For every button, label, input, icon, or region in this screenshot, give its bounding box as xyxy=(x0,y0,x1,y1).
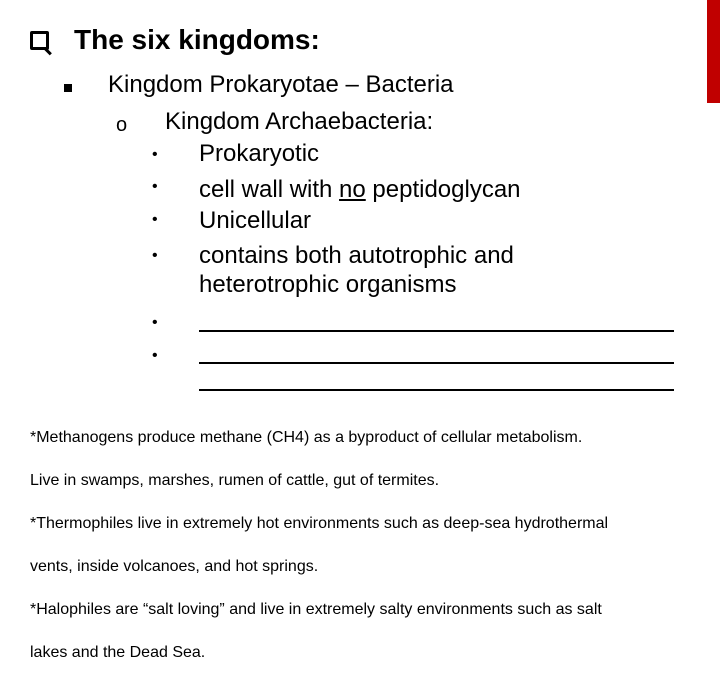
circle-bullet-icon: o xyxy=(116,114,128,136)
blank-line xyxy=(199,389,674,391)
note-line: Live in swamps, marshes, rumen of cattle, gut of termites. xyxy=(30,471,440,489)
level2-text: Kingdom Archaebacteria: xyxy=(165,108,434,135)
bullet-dot-icon: • xyxy=(152,211,158,228)
accent-bar xyxy=(707,0,720,103)
note-line: lakes and the Dead Sea. xyxy=(30,643,206,661)
bullet-dot-icon: • xyxy=(152,178,158,195)
note-line: vents, inside volcanoes, and hot springs. xyxy=(30,557,319,575)
item-cell-wall-underlined: no xyxy=(339,176,366,203)
item-cell-wall xyxy=(199,175,521,205)
notes-text xyxy=(30,405,690,685)
item-cell-wall-pre: cell wall with xyxy=(199,176,340,203)
item-unicellular: Unicellular xyxy=(199,207,312,234)
checkbox-square-icon xyxy=(30,31,49,50)
square-bullet-icon xyxy=(64,84,72,92)
item-cell-wall-post: peptidoglycan xyxy=(365,176,521,203)
note-line: *Thermophiles live in extremely hot environments such as deep-sea hydrothermal xyxy=(30,514,609,532)
note-line: *Halophiles are “salt loving” and live in extremely salty environments such as salt xyxy=(30,600,602,618)
bullet-dot-icon: • xyxy=(152,247,158,264)
bullet-dot-icon: • xyxy=(152,314,158,331)
blank-line xyxy=(199,330,674,332)
blank-line xyxy=(199,362,674,364)
item-prokaryotic: Prokaryotic xyxy=(199,140,320,167)
bullet-dot-icon: • xyxy=(152,146,158,163)
note-line: *Methanogens produce methane (CH4) as a byproduct of cellular metabolism. xyxy=(30,428,583,446)
slide-title: The six kingdoms: xyxy=(74,24,320,55)
item-nutrition-line2: heterotrophic organisms xyxy=(199,271,457,298)
item-nutrition-line1: contains both autotrophic and xyxy=(199,242,514,269)
level1-text: Kingdom Prokaryotae – Bacteria xyxy=(108,71,454,98)
bullet-dot-icon: • xyxy=(152,347,158,364)
